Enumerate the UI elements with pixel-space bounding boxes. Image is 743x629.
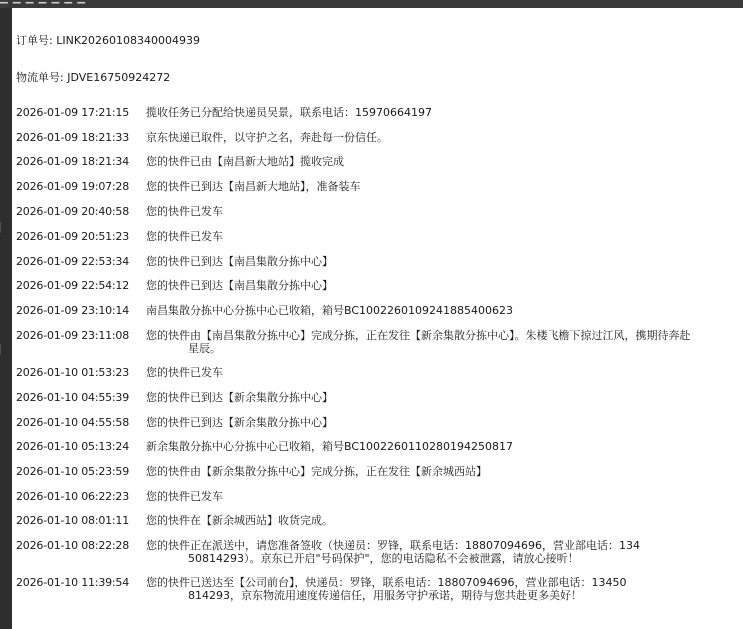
- record-message: [146, 106, 742, 119]
- record-message-line: 您的快件已到达【新余集散分拣中心】: [146, 416, 333, 429]
- tracking-number-value: JDVE16750924272: [67, 71, 171, 84]
- record-time: 2026-01-10 05:13:24: [16, 440, 130, 453]
- record-message-line: 您的快件已到达【南昌新大地站】，准备装车: [146, 180, 361, 193]
- record-message-line: 您的快件已发车: [146, 490, 223, 503]
- record-time: 2026-01-10 04:55:58: [16, 416, 130, 429]
- record-message: [146, 255, 742, 268]
- record-time: 2026-01-09 22:53:34: [16, 255, 130, 268]
- record-message: [146, 391, 742, 404]
- record-time: 2026-01-10 11:39:54: [16, 576, 130, 589]
- record-message: [146, 490, 742, 503]
- record-message-line: 您的快件由【南昌集散分拣中心】完成分拣，正在发往【新余集散分拣中心】。朱楼飞檐下掠过江风，携期待奔赴: [146, 329, 691, 342]
- record-time: 2026-01-10 01:53:23: [16, 366, 130, 379]
- record-time: 2026-01-09 22:54:12: [16, 279, 130, 292]
- record-time: 2026-01-09 19:07:28: [16, 180, 130, 193]
- record-message: [146, 576, 742, 602]
- record-message-line: 您的快件正在派送中，请您准备签收（快递员：罗锋，联系电话：18807094696，营业部电话：134: [146, 539, 640, 552]
- record-time: 2026-01-09 20:40:58: [16, 205, 130, 218]
- record-message: [146, 416, 742, 429]
- record-message-continuation: 50814293）。京东已开启"号码保护"，您的电话隐私不会被泄露，请放心接听！: [188, 552, 579, 565]
- record-time: 2026-01-10 08:22:28: [16, 539, 130, 552]
- record-message: [146, 279, 742, 292]
- record-message: [146, 366, 742, 379]
- record-time: 2026-01-09 23:11:08: [16, 329, 130, 342]
- record-message-continuation: 星辰。: [188, 342, 221, 355]
- record-message: [146, 180, 742, 193]
- record-message-line: 您的快件已发车: [146, 230, 223, 243]
- record-message-line: 您的快件在【新余城西站】收货完成。: [146, 514, 333, 527]
- record-message: [146, 205, 742, 218]
- record-message: [146, 329, 742, 355]
- record-message: [146, 440, 742, 453]
- record-time: 2026-01-10 06:22:23: [16, 490, 130, 503]
- record-time: 2026-01-09 17:21:15: [16, 106, 130, 119]
- order-number-line: [16, 32, 200, 48]
- record-message: [146, 155, 742, 168]
- tracking-panel: [12, 8, 743, 629]
- tracking-number-line: [16, 69, 170, 85]
- record-message-line: 您的快件已由【南昌新大地站】揽收完成: [146, 155, 344, 168]
- record-message-line: 您的快件已发车: [146, 205, 223, 218]
- record-message: [146, 514, 742, 527]
- record-message-line: 您的快件已到达【新余集散分拣中心】: [146, 391, 333, 404]
- order-number-value: LINK20260108340004939: [56, 34, 201, 47]
- record-message: [146, 230, 742, 243]
- record-time: 2026-01-10 08:01:11: [16, 514, 130, 527]
- record-message: [146, 131, 742, 144]
- record-time: 2026-01-09 18:21:34: [16, 155, 130, 168]
- record-time: 2026-01-10 04:55:39: [16, 391, 130, 404]
- record-message-line: 您的快件已送达至【公司前台】，快递员：罗锋，联系电话：18807094696，营业部电话：13450: [146, 576, 627, 589]
- record-time: 2026-01-09 18:21:33: [16, 131, 130, 144]
- record-message-line: 揽收任务已分配给快递员吴景，联系电话：15970664197: [146, 106, 432, 119]
- left-strip-mark: [0, 220, 2, 233]
- record-message-line: 您的快件已到达【南昌集散分拣中心】: [146, 255, 333, 268]
- record-time: 2026-01-09 20:51:23: [16, 230, 130, 243]
- record-message-continuation: 814293，京东物流用速度传递信任，用服务守护承诺，期待与您共赴更多美好！: [188, 589, 582, 602]
- record-time: 2026-01-09 23:10:14: [16, 304, 130, 317]
- tracking-number-label: 物流单号:: [16, 71, 64, 84]
- record-time: 2026-01-10 05:23:59: [16, 465, 130, 478]
- toolbar-clipped-text: [0, 0, 86, 4]
- record-message-line: 南昌集散分拣中心分拣中心已收箱，箱号BC1002260109241885400623: [146, 304, 514, 317]
- record-message-line: 您的快件由【新余集散分拣中心】完成分拣，正在发往【新余城西站】: [146, 465, 487, 478]
- order-number-label: 订单号:: [16, 34, 53, 47]
- left-dark-strip: [0, 8, 12, 629]
- record-message-line: 新余集散分拣中心分拣中心已收箱，箱号BC1002260110280194250817: [146, 440, 514, 453]
- record-message: [146, 465, 742, 478]
- record-message-line: 您的快件已到达【南昌集散分拣中心】: [146, 279, 333, 292]
- record-message-line: 您的快件已发车: [146, 366, 223, 379]
- record-message: [146, 539, 742, 565]
- top-toolbar-strip: [0, 0, 743, 8]
- record-message-line: 京东快递已取件，以守护之名，奔赴每一份信任。: [146, 131, 388, 144]
- left-strip-mark: [0, 342, 2, 355]
- record-message: [146, 304, 742, 317]
